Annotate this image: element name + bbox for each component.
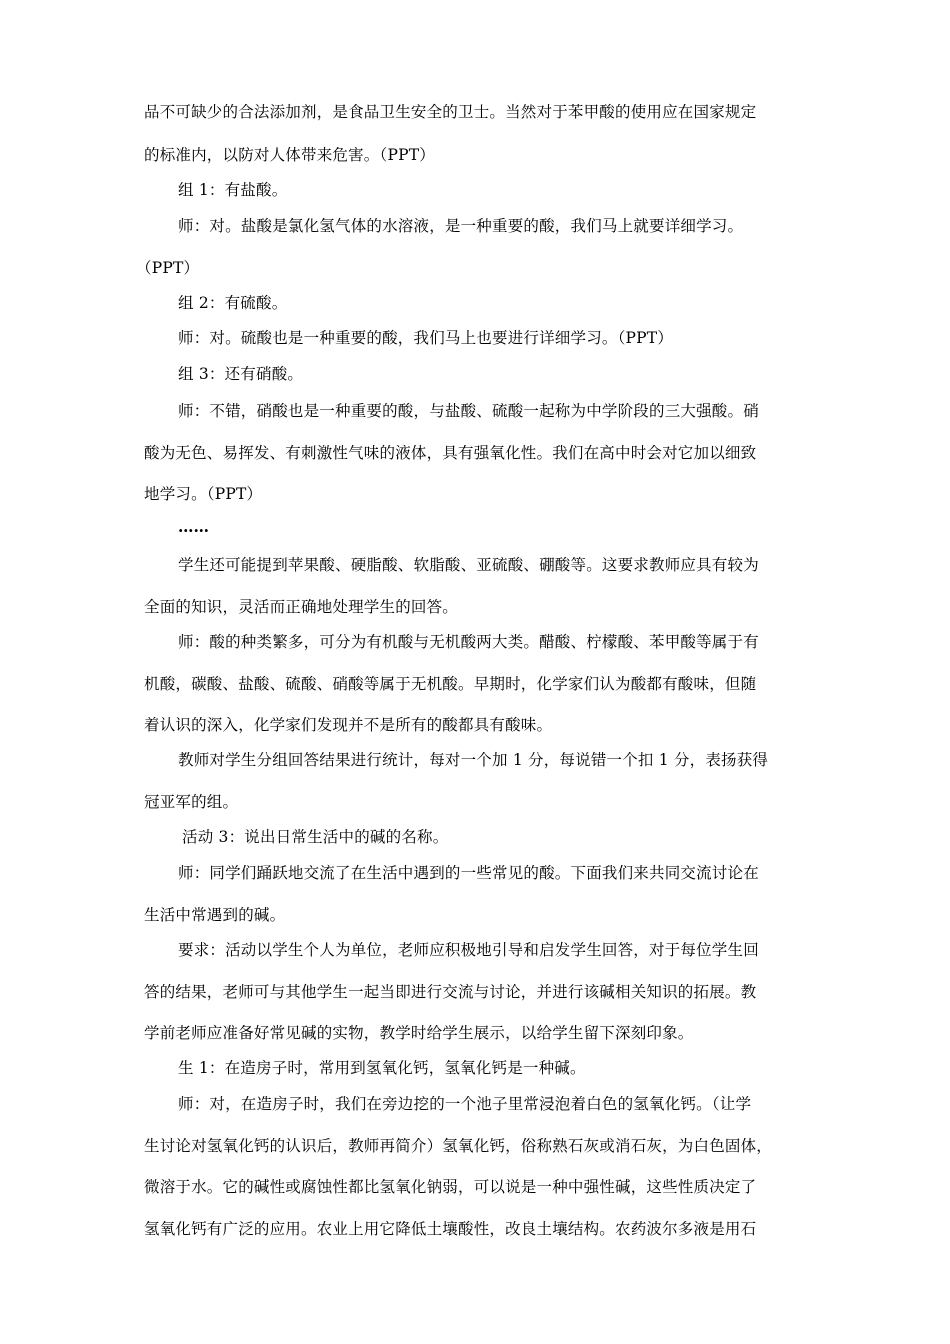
text-line: 生 1：在造房子时，常用到氢氧化钙，氢氧化钙是一种碱。 xyxy=(178,1059,586,1077)
text-line: 微溶于水。它的碱性或腐蚀性都比氢氧化钠弱，可以说是一种中强性碱，这些性质决定了 xyxy=(144,1178,757,1196)
text-line: 着认识的深入，化学家们发现并不是所有的酸都具有酸味。 xyxy=(144,716,553,734)
text-line: 全面的知识，灵活而正确地处理学生的回答。 xyxy=(144,598,459,616)
text-line: 组 2：有硫酸。 xyxy=(178,294,288,312)
text-line: 要求：活动以学生个人为单位，老师应积极地引导和启发学生回答，对于每位学生回 xyxy=(178,941,759,959)
text-line: 品不可缺少的合法添加剂，是食品卫生安全的卫士。当然对于苯甲酸的使用应在国家规定 xyxy=(144,103,757,121)
text-line: 师：同学们踊跃地交流了在生活中遇到的一些常见的酸。下面我们来共同交流讨论在 xyxy=(178,864,759,882)
text-line: 活动 3：说出日常生活中的碱的名称。 xyxy=(182,828,449,846)
text-line: 师：对。硫酸也是一种重要的酸，我们马上也要进行详细学习。（PPT） xyxy=(178,329,674,347)
ellipsis-text: …… xyxy=(178,517,209,536)
text-line: 师：酸的种类繁多，可分为有机酸与无机酸两大类。醋酸、柠檬酸、苯甲酸等属于有 xyxy=(178,633,759,651)
text-line: 酸为无色、易挥发、有刺激性气味的液体，具有强氧化性。我们在高中时会对它加以细致 xyxy=(144,444,757,462)
text-line: （PPT） xyxy=(136,259,200,277)
text-line: 师：对。盐酸是氯化氢气体的水溶液，是一种重要的酸，我们马上就要详细学习。 xyxy=(178,217,744,235)
text-line: 生活中常遇到的碱。 xyxy=(144,906,286,924)
text-line: 师：对，在造房子时，我们在旁边挖的一个池子里常浸泡着白色的氢氧化钙。（让学 xyxy=(178,1095,752,1113)
text-line: 氢氧化钙有广泛的应用。农业上用它降低土壤酸性，改良土壤结构。农药波尔多液是用石 xyxy=(144,1220,757,1238)
text-line: 地学习。（PPT） xyxy=(144,485,263,503)
text-line: 学生还可能提到苹果酸、硬脂酸、软脂酸、亚硫酸、硼酸等。这要求教师应具有较为 xyxy=(178,556,759,574)
text-line: 生讨论对氢氧化钙的认识后，教师再简介）氢氧化钙，俗称熟石灰或消石灰，为白色固体， xyxy=(144,1137,773,1155)
text-line: 答的结果，老师可与其他学生一起当即进行交流与讨论，并进行该碱相关知识的拓展。教 xyxy=(144,983,757,1001)
text-line: 师：不错，硝酸也是一种重要的酸，与盐酸、硫酸一起称为中学阶段的三大强酸。硝 xyxy=(178,402,759,420)
text-line: 学前老师应准备好常见碱的实物，教学时给学生展示，以给学生留下深刻印象。 xyxy=(144,1024,694,1042)
text-line: 组 1：有盐酸。 xyxy=(178,181,288,199)
text-line: 冠亚军的组。 xyxy=(144,793,239,811)
text-line: 组 3：还有硝酸。 xyxy=(178,365,304,383)
text-line: 的标准内，以防对人体带来危害。（PPT） xyxy=(144,146,435,164)
text-line: 教师对学生分组回答结果进行统计，每对一个加 1 分，每说错一个扣 1 分，表扬获得 xyxy=(178,751,769,769)
text-line: 机酸，碳酸、盐酸、硫酸、硝酸等属于无机酸。早期时，化学家们认为酸都有酸味，但随 xyxy=(144,675,757,693)
